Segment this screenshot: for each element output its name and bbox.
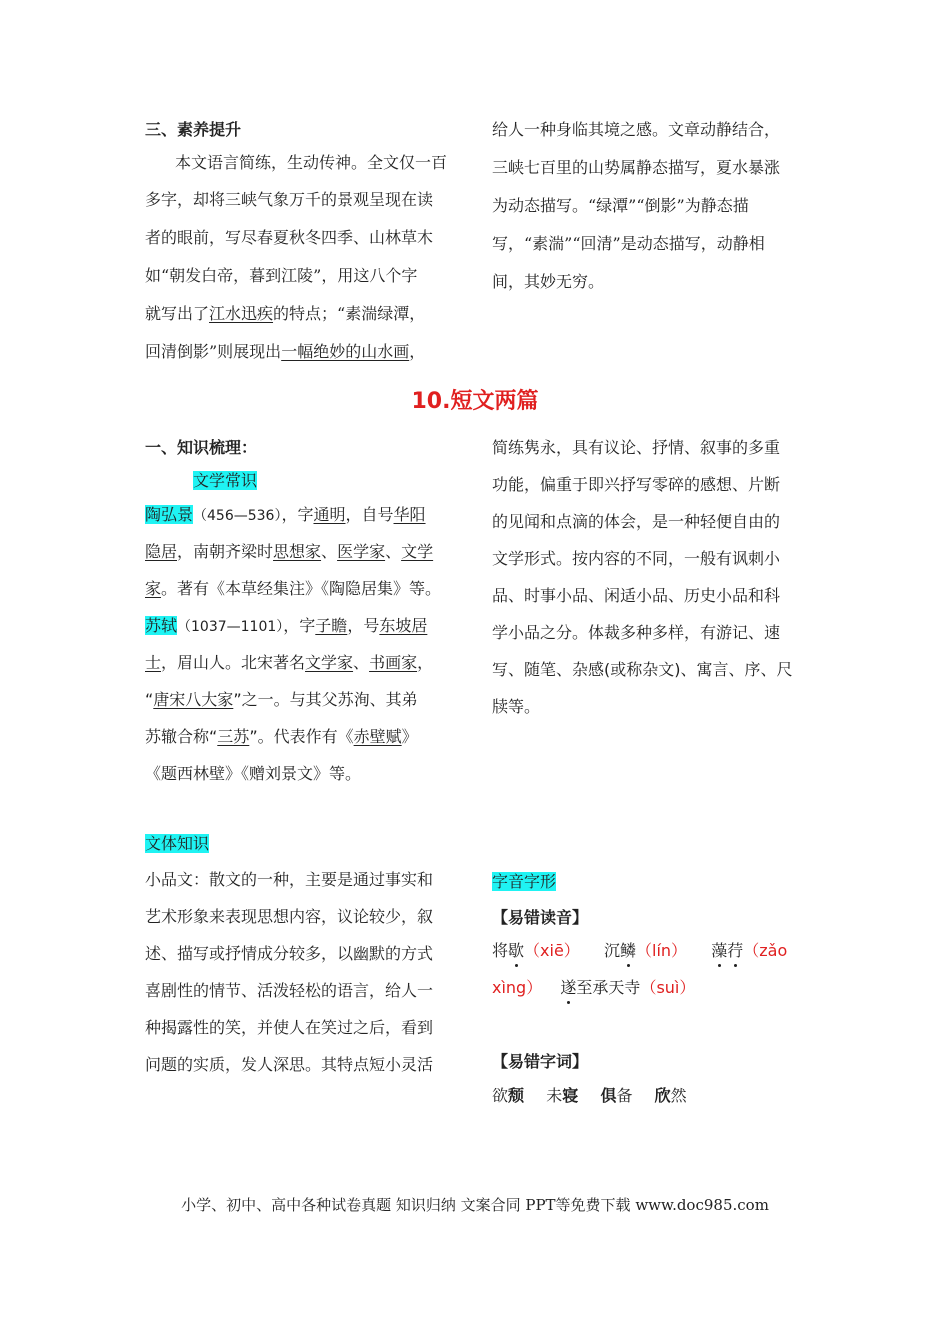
text: 的特点；“素湍绿潭，	[273, 304, 426, 323]
paragraph-line: 文学形式。按内容的不同，一般有讽刺小	[492, 549, 781, 568]
sub-heading-genre	[145, 834, 209, 854]
paragraph-line	[145, 542, 433, 562]
text: 苏辙合称“	[145, 727, 218, 746]
highlight-label: 字音字形	[492, 872, 557, 891]
text: ，字	[283, 616, 316, 635]
paragraph-line: 写、随笔、杂感(或称杂文)、寓言、序、尺	[492, 660, 793, 679]
knowledge-column	[145, 438, 463, 788]
paragraph-line: 喜剧性的情节、活泼轻松的语言，给人一	[145, 981, 434, 1000]
text: 》	[401, 727, 418, 746]
text: 、	[321, 542, 338, 561]
dotted-char: 藻	[711, 941, 728, 960]
underlined-phrase: 赤壁赋	[353, 727, 402, 746]
bold-char: 颓	[508, 1086, 525, 1105]
paragraph-line: 三峡七百里的山势属静态描写，夏水暴涨	[492, 158, 781, 177]
text: 沉	[603, 941, 620, 960]
underlined-phrase: 江水迅疾	[209, 304, 274, 323]
paragraph-line: 的见闻和点滴的体会，是一种轻便自由的	[492, 512, 781, 531]
text: ，字	[281, 505, 314, 524]
underlined-phrase: 华阳	[393, 505, 426, 524]
underlined-phrase: 医学家	[337, 542, 386, 561]
text: ，	[417, 653, 434, 672]
pinyin: （lín）	[636, 941, 688, 960]
paragraph-line	[145, 342, 425, 362]
text: （456—536）	[193, 508, 282, 524]
text: 。著有《本草经集注》《陶隐居集》等。	[161, 579, 442, 598]
text: ，号	[347, 616, 380, 635]
section-heading-literacy: 三、素养提升	[145, 120, 242, 139]
text: 、	[353, 653, 370, 672]
underlined-phrase: 书画家	[369, 653, 418, 672]
text: “	[145, 690, 154, 709]
paragraph-line	[145, 505, 426, 526]
text: ，眉山人。北宋著名	[161, 653, 306, 672]
underlined-phrase: 一幅绝妙的山水画	[281, 342, 410, 361]
paragraph-line: 如“朝发白帝，暮到江陵”，用这八个字	[145, 266, 418, 285]
pronunciation-column	[492, 872, 810, 1112]
pinyin: xìng）	[492, 978, 543, 997]
bold-char: 欣	[654, 1086, 671, 1105]
right-column	[492, 438, 810, 728]
dotted-char: 鳞	[620, 941, 637, 960]
underlined-phrase: 三苏	[217, 727, 250, 746]
paragraph-line: 小品文：散文的一种，主要是通过事实和	[145, 870, 434, 889]
underlined-phrase: 士	[145, 653, 162, 672]
text: 然	[670, 1086, 687, 1105]
underlined-phrase: 文学	[401, 542, 434, 561]
genre-column	[145, 834, 463, 1084]
paragraph-line: 功能，偏重于即兴抒写零碎的感想、片断	[492, 475, 781, 494]
text: 就写出了	[145, 304, 210, 323]
pronunciation-line	[492, 941, 787, 961]
dotted-char: 遂	[560, 978, 577, 997]
dotted-char: 歇	[508, 941, 525, 960]
author-name: 苏轼	[145, 616, 178, 635]
text: 、	[385, 542, 402, 561]
underlined-phrase: 子瞻	[315, 616, 348, 635]
underlined-phrase: 思想家	[273, 542, 322, 561]
pinyin: （zǎo	[743, 941, 788, 960]
paragraph-line: 者的眼前，写尽春夏秋冬四季、山林草木	[145, 228, 434, 247]
text: 至承天寺	[576, 978, 641, 997]
underlined-phrase: 唐宋八大家	[153, 690, 234, 709]
text: ”之一。与其父苏洵、其弟	[233, 690, 418, 709]
text: （1037—1101）	[177, 619, 284, 635]
sub-heading-pronunciation	[492, 872, 556, 892]
page-footer: 小学、初中、高中各种试卷真题 知识归纳 文案合同 PPT等免费下载 www.doc985.com	[181, 1196, 769, 1214]
text: 未	[546, 1086, 563, 1105]
bold-char: 寝	[562, 1086, 579, 1105]
paragraph-line	[145, 616, 427, 637]
text: 回清倒影”则展现出	[145, 342, 282, 361]
paragraph-line: 多字，却将三峡气象万千的景观呈现在读	[145, 190, 434, 209]
paragraph-line: 间，其妙无穷。	[492, 272, 605, 291]
underlined-phrase: 隐居	[145, 542, 178, 561]
underlined-phrase: 文学家	[305, 653, 354, 672]
paragraph-line: 为动态描写。“绿潭”“倒影”为静态描	[492, 196, 749, 215]
section-heading-knowledge: 一、知识梳理：	[145, 438, 258, 457]
paragraph-line	[145, 690, 418, 710]
paragraph-line: 本文语言简练，生动传神。全文仅一百	[175, 153, 448, 172]
paragraph-line	[145, 727, 418, 747]
text: 备	[616, 1086, 633, 1105]
text: 欲	[492, 1086, 509, 1105]
author-name: 陶弘景	[145, 505, 194, 524]
paragraph-line: 写，“素湍”“回清”是动态描写，动静相	[492, 234, 765, 253]
paragraph-line: 学小品之分。体裁多种多样，有游记、速	[492, 623, 781, 642]
underlined-phrase: 家	[145, 579, 162, 598]
word-list-line	[492, 1086, 687, 1106]
underlined-phrase: 通明	[313, 505, 346, 524]
sub-heading-literature	[193, 471, 257, 491]
pinyin: （suì）	[640, 978, 696, 997]
paragraph-line	[145, 579, 441, 599]
text: ，南朝齐梁时	[177, 542, 274, 561]
top-right-column	[492, 120, 810, 300]
pinyin: （xiē）	[524, 941, 580, 960]
highlight-label: 文体知识	[145, 834, 210, 853]
top-left-column	[145, 120, 463, 370]
text: 将	[492, 941, 509, 960]
paragraph-line: 《题西林壁》《赠刘景文》等。	[145, 764, 362, 783]
paragraph-line: 牍等。	[492, 697, 541, 716]
paragraph-line: 述、描写或抒情成分较多，以幽默的方式	[145, 944, 434, 963]
paragraph-line: 艺术形象来表现思想内容，议论较少，叙	[145, 907, 434, 926]
pronunciation-line	[492, 978, 695, 998]
paragraph-line: 给人一种身临其境之感。文章动静结合，	[492, 120, 781, 139]
sub-heading-miswritten: 【易错字词】	[492, 1052, 589, 1071]
paragraph-line: 简练隽永，具有议论、抒情、叙事的多重	[492, 438, 781, 457]
paragraph-line: 品、时事小品、闲适小品、历史小品和科	[492, 586, 781, 605]
paragraph-line	[145, 653, 433, 673]
sub-heading-misread: 【易错读音】	[492, 908, 589, 927]
bold-char: 俱	[600, 1086, 617, 1105]
highlight-label: 文学常识	[193, 471, 258, 490]
lesson-title: 10.短文两篇	[411, 389, 539, 414]
text: ”。代表作有《	[249, 727, 354, 746]
paragraph-line: 种揭露性的笑，并使人在笑过之后，看到	[145, 1018, 434, 1037]
dotted-char: 荇	[727, 941, 744, 960]
underlined-phrase: 东坡居	[379, 616, 428, 635]
text: ，自号	[345, 505, 394, 524]
paragraph-line: 问题的实质，发人深思。其特点短小灵活	[145, 1055, 434, 1074]
text: ，	[409, 342, 426, 361]
paragraph-line	[145, 304, 425, 324]
